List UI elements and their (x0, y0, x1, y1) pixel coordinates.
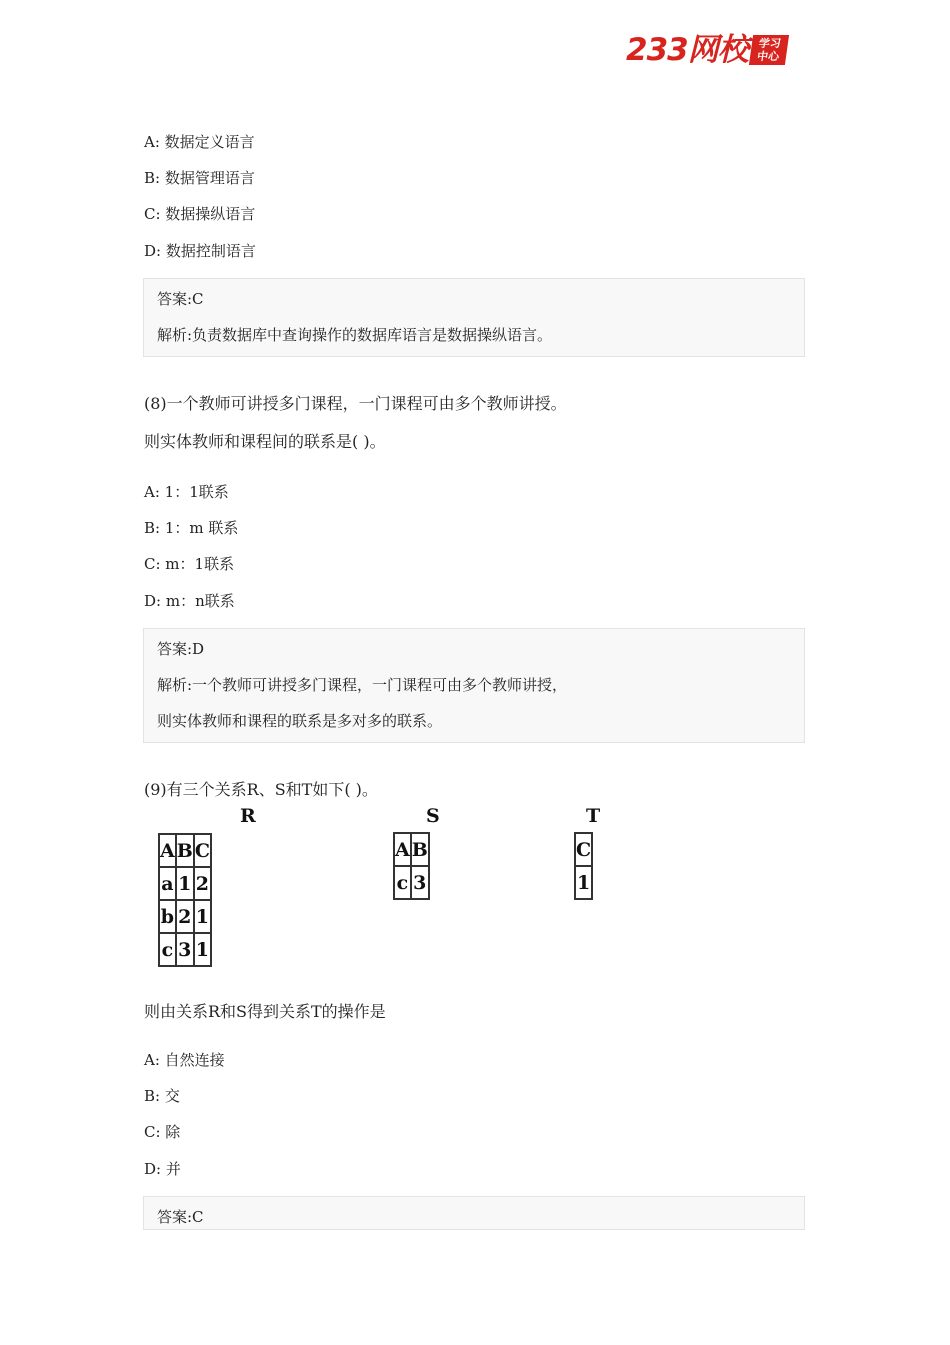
q8-analysis-line1: 解析:一个教师可讲授多门课程，一门课程可由多个教师讲授， (157, 676, 568, 694)
relation-s-row (394, 866, 429, 899)
q7-option-d: D: 数据控制语言 (144, 242, 256, 260)
q9-option-c: C: 除 (144, 1123, 181, 1141)
relation-s-cell: A (394, 833, 411, 866)
relation-r-row (159, 900, 211, 933)
q9-option-a: A: 自然连接 (144, 1051, 225, 1069)
q7-option-b: B: 数据管理语言 (144, 169, 255, 187)
relation-r-cell: B (176, 834, 194, 867)
q8-option-c: C: m：1联系 (144, 555, 235, 573)
relation-r-cell: C (194, 834, 211, 867)
relation-r-cell: 2 (176, 900, 194, 933)
q7-analysis: 解析:负责数据库中查询操作的数据库语言是数据操纵语言。 (157, 326, 553, 344)
q9-answer: 答案:C (157, 1208, 204, 1226)
q7-answer: 答案:C (157, 290, 204, 308)
relation-s-cell: 3 (411, 866, 429, 899)
relation-s-cell: c (394, 866, 411, 899)
logo-badge: 学习 中心 (749, 35, 789, 65)
relation-r-cell: b (159, 900, 176, 933)
relation-s-header-row (394, 833, 429, 866)
relation-r-title: R (240, 805, 256, 827)
q9-stem-line1: (9)有三个关系R、S和T如下( )。 (144, 780, 378, 799)
q8-analysis-line2: 则实体教师和课程的联系是多对多的联系。 (157, 712, 443, 730)
relation-r-cell: c (159, 933, 176, 966)
relation-t-title: T (586, 805, 601, 827)
relation-s-title: S (426, 805, 440, 827)
relation-r-row (159, 867, 211, 900)
relation-t-cell: 1 (575, 866, 592, 899)
relation-t-cell: C (575, 833, 592, 866)
q8-answer: 答案:D (157, 640, 205, 658)
q9-stem-line2: 则由关系R和S得到关系T的操作是 (144, 1002, 386, 1021)
q8-option-a: A: 1：1联系 (144, 483, 229, 501)
relation-s-table (393, 832, 430, 900)
q9-answer-box (143, 1196, 805, 1230)
site-logo (626, 30, 787, 70)
relation-s-cell: B (411, 833, 429, 866)
q8-option-b: B: 1：m 联系 (144, 519, 239, 537)
relation-r-header-row (159, 834, 211, 867)
q8-answer-box (143, 628, 805, 743)
relation-r-cell: A (159, 834, 176, 867)
relation-r-cell: 1 (194, 900, 211, 933)
relation-r-cell: 3 (176, 933, 194, 966)
relation-t-header-row (575, 833, 592, 866)
relation-r-row (159, 933, 211, 966)
q8-stem-line1: (8)一个教师可讲授多门课程，一门课程可由多个教师讲授。 (144, 394, 567, 413)
q7-answer-box (143, 278, 805, 357)
q7-option-c: C: 数据操纵语言 (144, 205, 256, 223)
q9-option-d: D: 并 (144, 1160, 181, 1178)
relation-r-cell: 2 (194, 867, 211, 900)
q7-option-a: A: 数据定义语言 (144, 133, 255, 151)
q9-option-b: B: 交 (144, 1087, 180, 1105)
relation-r-table (158, 833, 212, 967)
relation-t-row (575, 866, 592, 899)
q8-option-d: D: m：n联系 (144, 592, 235, 610)
relation-r-cell: 1 (194, 933, 211, 966)
relation-t-table (574, 832, 593, 900)
q8-stem-line2: 则实体教师和课程间的联系是( )。 (144, 432, 386, 451)
relation-r-cell: 1 (176, 867, 194, 900)
relation-r-cell: a (159, 867, 176, 900)
logo-text: 233网校 (626, 32, 748, 68)
